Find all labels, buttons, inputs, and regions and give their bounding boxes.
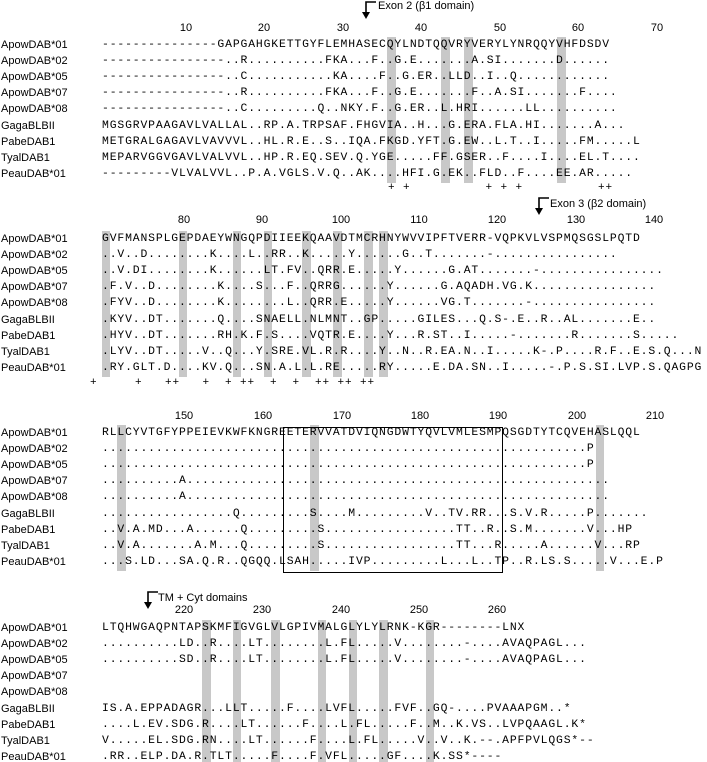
sequence-name: ApowDAB*02 [1,249,68,262]
aligned-sequence: ..V..D........K....L..RR..K.....Y......G..T.......-................ [102,249,618,262]
position-number: 30 [336,22,350,34]
aligned-sequence: .KYV..DT.......Q....SNAELL.NLMNT..GP.....GILES...Q.S-.E..R..AL.......E.. [102,313,657,326]
position-number: 170 [332,410,352,422]
sequence-name: PabeDAB1 [1,523,56,536]
position-number: 70 [650,22,664,34]
aligned-sequence: .HYV..DT.......RH.K.F.S....VQTR.E....Y...R.ST..I.....-.......R.......S..... [102,329,680,342]
position-number: 250 [409,604,429,616]
position-number: 120 [487,214,507,226]
sequence-name: ApowDAB*02 [1,638,68,651]
sequence-name: PabeDAB1 [1,329,56,342]
sequence-name: ApowDAB*01 [1,39,68,51]
position-number: 200 [567,410,587,422]
position-number: 80 [177,214,191,226]
sequence-name: ApowDAB*02 [1,443,68,456]
aligned-sequence: GVFMANSPLGEPDAEYWNGQPDIIEEKQAAVDTMCRHNYWVVIPFTVERR-VQPKVLVSPMQSGSLPQTD [102,233,641,245]
pbr-plus-markers: + + + + + ++ [388,182,614,194]
sequence-name: TyalDAB1 [1,539,50,552]
aligned-sequence: METGRALGAGAVLVAVVVL..HL.R.E..S..IQA.FKGD.YFT.G.EW..L.T..I.....FM.....L [102,135,641,148]
position-number: 210 [645,410,665,422]
sequence-name: ApowDAB*07 [1,87,68,100]
aligned-sequence: .RY.GLT.D....KV.Q...SN.A.L.L.RE.....RY.....E.DA.SN..I.....-.P.S.SI.LVP.S.QAGPG [102,361,703,374]
aligned-sequence: ...S.LD...SA.Q.R..QGQQ.LSAH.....IVP.........L...L..TP..R.LS.S.....V...E.P [102,555,664,568]
aligned-sequence: ..V.DI........K......LT.FV..QRR.E.....Y......G.AT.......-................ [102,265,664,278]
sequence-name: ApowDAB*08 [1,491,68,504]
aligned-sequence: ---------------GAPGAHGKETTGYFLEMHASECQYLNDTQQVRYVERYLYNRQQYVHFDSDV [102,39,610,51]
aligned-sequence: IS.A.EPPADAGR...LLT.....F....LVFL.....FVF..GQ-....PVAAAPGM..* [102,702,572,715]
aligned-sequence: .F.V..D........K....S...F..QRRG......Y......G.AQADH.VG.K................ [102,281,657,294]
position-number: 180 [410,410,430,422]
sequence-name: GagaBLBII [1,313,55,326]
sequence-name: PeauDAB*01 [1,361,66,374]
sequence-name: ApowDAB*07 [1,281,68,294]
aligned-sequence: ...............................................................P [102,443,595,456]
position-number: 50 [493,22,507,34]
aligned-sequence: ----------------..R..........FKA...F..G.E.......F..A.SI.......F.... [102,87,618,100]
sequence-name: ApowDAB*05 [1,265,68,278]
aligned-sequence: ----------------..C...........KA....F..G.ER..LLD..I..Q............ [102,71,610,84]
aligned-sequence: .................Q.........S....M.........V..TV.RR...S.V.R.....P....... [102,507,649,520]
position-number: 160 [253,410,273,422]
aligned-sequence: ----------------..R..........FKA...F..G.E.......A.SI.......D...... [102,55,610,68]
sequence-name: ApowDAB*01 [1,427,68,439]
aligned-sequence: LTQHWGAQPNTAPSKMFIGVGLVLGPIVMALGLYLYLRNK-KGR--------LNX [102,622,526,634]
aligned-sequence: ....L.EV.SDG.R....LT......F....L.FL.....F..M..K.VS..LVPQAAGL.K* [102,718,587,731]
position-number: 60 [571,22,585,34]
sequence-name: PabeDAB1 [1,718,56,731]
position-number: 90 [255,214,269,226]
aligned-sequence: ----------------..C.........Q..NKY.F..G.ER..L.HRI......LL.......... [102,103,618,116]
aligned-sequence: ---------VLVALVVL..P.A.VGLS.V.Q..AK....HFI.G.EK..FLD..F....EE.AR..... [102,167,633,180]
aligned-sequence: MEPARVGGVGAVLVALVVL..HP.R.EQ.SEV.Q.YGE.....FF.GSER..F....I....EL.T.... [102,151,641,164]
sequence-name: PeauDAB*01 [1,750,66,762]
sequence-name: ApowDAB*05 [1,459,68,472]
sequence-name: ApowDAB*07 [1,670,68,683]
position-number: 140 [644,214,664,226]
position-number: 190 [488,410,508,422]
aligned-sequence: .LYV..DT.....V..Q...Y.SRE.VL.R.R....Y..N..R.EA.N..I.....K-.P....R.F..E.S.Q...N [102,345,703,358]
sequence-name: TyalDAB1 [1,151,50,164]
aligned-sequence: ..........A....................................................... [102,491,610,504]
aligned-sequence: RLLCYVTGFYPPEIEVKWFKNGREETERVVATDVIQNGDWTYQVLVMLESMPQSGDTYTCQVEHASLQQL [102,427,641,439]
aligned-sequence: .RR..ELP.DA.R.TLT.....F....F.VFL.....GF....K.SS*---- [102,750,503,762]
sequence-name: ApowDAB*05 [1,71,68,84]
sequence-name: ApowDAB*02 [1,55,68,68]
pbr-plus-markers: + + ++ + + ++ + + ++ ++ ++ [90,377,376,389]
sequence-name: PeauDAB*01 [1,555,66,568]
aligned-sequence: V.....EL.SDG.RN....LT......F....L.FL.....V..V..K.--.APFPVLQGS*-- [102,734,595,747]
sequence-name: TyalDAB1 [1,345,50,358]
sequence-name: ApowDAB*08 [1,297,68,310]
sequence-name: ApowDAB*05 [1,654,68,667]
sequence-name: ApowDAB*01 [1,233,68,245]
sequence-name: PeauDAB*01 [1,167,66,180]
position-number: 100 [331,214,351,226]
sequence-name: GagaBLBII [1,702,55,715]
position-number: 150 [174,410,194,422]
aligned-sequence: .FYV..D........K........L..QRR.E.....Y......VG.T.......-................ [102,297,657,310]
sequence-name: TyalDAB1 [1,734,50,747]
position-number: 40 [414,22,428,34]
sequence-name: ApowDAB*08 [1,103,68,116]
sequence-name: GagaBLBII [1,507,55,520]
aligned-sequence: ...............................................................P [102,459,595,472]
aligned-sequence: ..V.A.MD...A......Q.........S.................TT..R..S.M.......V...HP [102,523,633,536]
position-number: 10 [179,22,193,34]
position-number: 110 [410,214,428,226]
exon-label: Exon 3 (β2 domain) [550,198,647,210]
aligned-sequence: ..V.A.......A.M...Q.........S.................TT...R.....A......V...RP [102,539,641,552]
position-number: 130 [566,214,586,226]
position-number: 230 [252,604,272,616]
aligned-sequence: ..........LD..R....LT........L.FL.....V........-....AVAQPAGL... [102,638,587,651]
aligned-sequence: ..........SD..R....LT........L.FL.....V........-....AVAQPAGL... [102,654,587,667]
position-number: 240 [331,604,351,616]
sequence-name: ApowDAB*01 [1,622,68,634]
position-number: 20 [257,22,271,34]
sequence-name: ApowDAB*08 [1,686,68,699]
aligned-sequence: ..........A....................................................... [102,475,610,488]
exon-label: TM + Cyt domains [158,592,248,604]
sequence-name: GagaBLBII [1,119,55,132]
boxed-region [283,427,503,573]
aligned-sequence: MGSGRVPAAGAVLVALLAL..RP.A.TRPSAF.FHGVIA..H...G.ERA.FLA.HI.......A... [102,119,626,132]
exon-label: Exon 2 (β1 domain) [378,0,475,12]
position-number: 220 [174,604,194,616]
position-number: 260 [487,604,507,616]
sequence-name: ApowDAB*07 [1,475,68,488]
sequence-name: PabeDAB1 [1,135,56,148]
